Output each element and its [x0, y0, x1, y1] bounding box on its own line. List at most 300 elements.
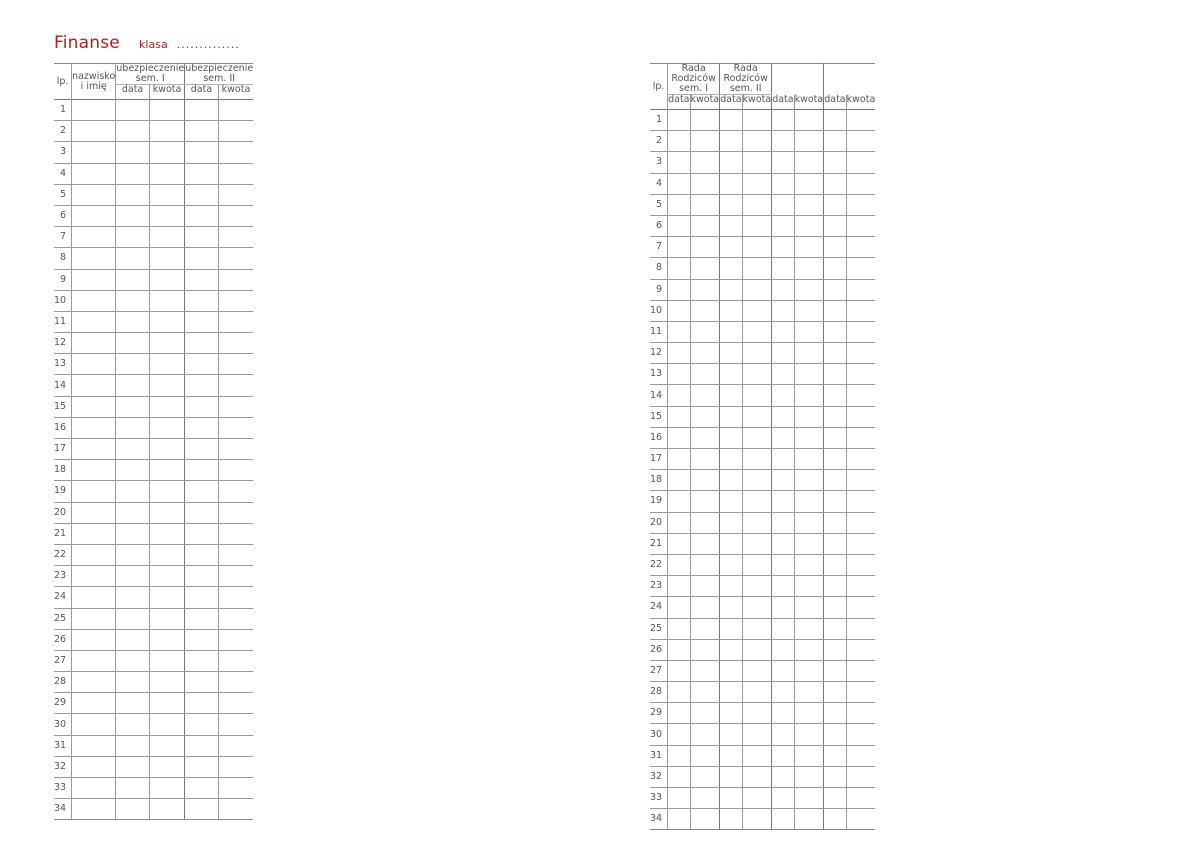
insurance-sem2-date-cell[interactable] [185, 502, 219, 523]
council-sem1-amount-cell[interactable] [690, 809, 720, 830]
council-sem1-date-cell[interactable] [668, 682, 690, 703]
council-sem1-date-cell[interactable] [668, 745, 690, 766]
council-sem2-date-cell[interactable] [720, 682, 742, 703]
insurance-sem2-date-cell[interactable] [185, 629, 219, 650]
group3-date-cell[interactable] [772, 660, 794, 681]
council-sem1-date-cell[interactable] [668, 512, 690, 533]
council-sem2-amount-cell[interactable] [742, 491, 772, 512]
council-sem2-amount-cell[interactable] [742, 173, 772, 194]
insurance-sem2-date-cell[interactable] [185, 227, 219, 248]
group3-date-cell[interactable] [772, 576, 794, 597]
klasa-fill-line[interactable]: .............. [176, 38, 240, 51]
council-sem1-amount-cell[interactable] [690, 258, 720, 279]
council-sem2-amount-cell[interactable] [742, 321, 772, 342]
council-sem2-amount-cell[interactable] [742, 682, 772, 703]
insurance-sem1-date-cell[interactable] [116, 672, 150, 693]
council-sem2-amount-cell[interactable] [742, 449, 772, 470]
group4-date-cell[interactable] [824, 258, 846, 279]
insurance-sem2-amount-cell[interactable] [218, 227, 253, 248]
council-sem1-amount-cell[interactable] [690, 194, 720, 215]
insurance-sem1-amount-cell[interactable] [149, 650, 184, 671]
council-sem1-amount-cell[interactable] [690, 766, 720, 787]
group3-date-cell[interactable] [772, 152, 794, 173]
group4-date-cell[interactable] [824, 491, 846, 512]
name-cell[interactable] [72, 121, 116, 142]
council-sem1-amount-cell[interactable] [690, 427, 720, 448]
council-sem2-date-cell[interactable] [720, 152, 742, 173]
group3-date-cell[interactable] [772, 258, 794, 279]
insurance-sem2-amount-cell[interactable] [218, 587, 253, 608]
insurance-sem2-date-cell[interactable] [185, 205, 219, 226]
group4-date-cell[interactable] [824, 173, 846, 194]
group3-date-cell[interactable] [772, 491, 794, 512]
insurance-sem2-date-cell[interactable] [185, 248, 219, 269]
group4-amount-cell[interactable] [846, 406, 875, 427]
insurance-sem1-amount-cell[interactable] [149, 290, 184, 311]
group3-amount-cell[interactable] [794, 766, 824, 787]
insurance-sem1-date-cell[interactable] [116, 460, 150, 481]
name-cell[interactable] [72, 672, 116, 693]
name-cell[interactable] [72, 396, 116, 417]
insurance-sem1-amount-cell[interactable] [149, 460, 184, 481]
insurance-sem2-amount-cell[interactable] [218, 311, 253, 332]
group3-date-cell[interactable] [772, 554, 794, 575]
council-sem2-amount-cell[interactable] [742, 343, 772, 364]
council-sem2-amount-cell[interactable] [742, 194, 772, 215]
council-sem2-amount-cell[interactable] [742, 470, 772, 491]
insurance-sem1-date-cell[interactable] [116, 184, 150, 205]
council-sem2-amount-cell[interactable] [742, 215, 772, 236]
group3-date-cell[interactable] [772, 470, 794, 491]
council-sem2-date-cell[interactable] [720, 491, 742, 512]
insurance-sem2-date-cell[interactable] [185, 778, 219, 799]
group4-date-cell[interactable] [824, 809, 846, 830]
council-sem1-date-cell[interactable] [668, 576, 690, 597]
insurance-sem2-amount-cell[interactable] [218, 735, 253, 756]
insurance-sem2-amount-cell[interactable] [218, 481, 253, 502]
council-sem2-date-cell[interactable] [720, 470, 742, 491]
name-cell[interactable] [72, 523, 116, 544]
council-sem2-date-cell[interactable] [720, 300, 742, 321]
insurance-sem2-amount-cell[interactable] [218, 714, 253, 735]
council-sem1-date-cell[interactable] [668, 788, 690, 809]
group3-date-cell[interactable] [772, 724, 794, 745]
council-sem2-date-cell[interactable] [720, 215, 742, 236]
council-sem2-amount-cell[interactable] [742, 279, 772, 300]
council-sem1-amount-cell[interactable] [690, 215, 720, 236]
group4-amount-cell[interactable] [846, 576, 875, 597]
group4-date-cell[interactable] [824, 300, 846, 321]
council-sem2-amount-cell[interactable] [742, 809, 772, 830]
insurance-sem2-amount-cell[interactable] [218, 799, 253, 820]
group3-amount-cell[interactable] [794, 321, 824, 342]
insurance-sem1-date-cell[interactable] [116, 629, 150, 650]
insurance-sem1-date-cell[interactable] [116, 269, 150, 290]
name-cell[interactable] [72, 714, 116, 735]
insurance-sem2-amount-cell[interactable] [218, 248, 253, 269]
council-sem2-date-cell[interactable] [720, 703, 742, 724]
insurance-sem2-amount-cell[interactable] [218, 439, 253, 460]
group3-date-cell[interactable] [772, 131, 794, 152]
group3-date-cell[interactable] [772, 215, 794, 236]
group3-amount-cell[interactable] [794, 639, 824, 660]
insurance-sem2-amount-cell[interactable] [218, 544, 253, 565]
group3-date-cell[interactable] [772, 427, 794, 448]
group3-date-cell[interactable] [772, 364, 794, 385]
group4-date-cell[interactable] [824, 660, 846, 681]
council-sem1-date-cell[interactable] [668, 364, 690, 385]
council-sem1-date-cell[interactable] [668, 703, 690, 724]
name-cell[interactable] [72, 735, 116, 756]
insurance-sem1-amount-cell[interactable] [149, 735, 184, 756]
group4-amount-cell[interactable] [846, 385, 875, 406]
council-sem2-date-cell[interactable] [720, 110, 742, 131]
group3-amount-cell[interactable] [794, 152, 824, 173]
name-cell[interactable] [72, 544, 116, 565]
insurance-sem2-date-cell[interactable] [185, 693, 219, 714]
council-sem2-date-cell[interactable] [720, 809, 742, 830]
insurance-sem1-date-cell[interactable] [116, 778, 150, 799]
council-sem2-date-cell[interactable] [720, 237, 742, 258]
group4-date-cell[interactable] [824, 512, 846, 533]
group3-amount-cell[interactable] [794, 237, 824, 258]
group4-date-cell[interactable] [824, 385, 846, 406]
council-sem2-date-cell[interactable] [720, 427, 742, 448]
insurance-sem2-date-cell[interactable] [185, 650, 219, 671]
council-sem1-amount-cell[interactable] [690, 385, 720, 406]
council-sem2-date-cell[interactable] [720, 660, 742, 681]
council-sem1-date-cell[interactable] [668, 321, 690, 342]
group4-amount-cell[interactable] [846, 597, 875, 618]
council-sem1-amount-cell[interactable] [690, 660, 720, 681]
group4-amount-cell[interactable] [846, 237, 875, 258]
insurance-sem1-amount-cell[interactable] [149, 672, 184, 693]
council-sem2-date-cell[interactable] [720, 576, 742, 597]
insurance-sem1-date-cell[interactable] [116, 205, 150, 226]
insurance-sem2-date-cell[interactable] [185, 184, 219, 205]
council-sem2-amount-cell[interactable] [742, 131, 772, 152]
insurance-sem1-date-cell[interactable] [116, 608, 150, 629]
group3-amount-cell[interactable] [794, 788, 824, 809]
group4-amount-cell[interactable] [846, 766, 875, 787]
council-sem1-date-cell[interactable] [668, 385, 690, 406]
council-sem1-date-cell[interactable] [668, 554, 690, 575]
insurance-sem1-date-cell[interactable] [116, 121, 150, 142]
council-sem2-amount-cell[interactable] [742, 576, 772, 597]
council-sem1-amount-cell[interactable] [690, 110, 720, 131]
council-sem2-date-cell[interactable] [720, 618, 742, 639]
insurance-sem2-date-cell[interactable] [185, 481, 219, 502]
council-sem1-amount-cell[interactable] [690, 364, 720, 385]
insurance-sem1-date-cell[interactable] [116, 227, 150, 248]
group3-amount-cell[interactable] [794, 300, 824, 321]
council-sem1-amount-cell[interactable] [690, 639, 720, 660]
council-sem1-amount-cell[interactable] [690, 237, 720, 258]
council-sem1-amount-cell[interactable] [690, 788, 720, 809]
group3-amount-cell[interactable] [794, 258, 824, 279]
council-sem1-amount-cell[interactable] [690, 618, 720, 639]
insurance-sem2-amount-cell[interactable] [218, 333, 253, 354]
insurance-sem2-date-cell[interactable] [185, 608, 219, 629]
council-sem1-date-cell[interactable] [668, 533, 690, 554]
council-sem1-date-cell[interactable] [668, 110, 690, 131]
name-cell[interactable] [72, 100, 116, 121]
insurance-sem2-date-cell[interactable] [185, 714, 219, 735]
group3-date-cell[interactable] [772, 385, 794, 406]
insurance-sem1-amount-cell[interactable] [149, 714, 184, 735]
insurance-sem2-amount-cell[interactable] [218, 184, 253, 205]
group4-date-cell[interactable] [824, 215, 846, 236]
insurance-sem1-date-cell[interactable] [116, 354, 150, 375]
council-sem1-amount-cell[interactable] [690, 554, 720, 575]
council-sem2-date-cell[interactable] [720, 788, 742, 809]
insurance-sem1-date-cell[interactable] [116, 417, 150, 438]
group3-date-cell[interactable] [772, 682, 794, 703]
name-cell[interactable] [72, 311, 116, 332]
group3-date-cell[interactable] [772, 639, 794, 660]
council-sem2-amount-cell[interactable] [742, 724, 772, 745]
council-sem1-date-cell[interactable] [668, 449, 690, 470]
group3-amount-cell[interactable] [794, 194, 824, 215]
insurance-sem2-amount-cell[interactable] [218, 163, 253, 184]
name-cell[interactable] [72, 756, 116, 777]
group4-date-cell[interactable] [824, 554, 846, 575]
group4-amount-cell[interactable] [846, 724, 875, 745]
insurance-sem1-amount-cell[interactable] [149, 417, 184, 438]
council-sem2-date-cell[interactable] [720, 385, 742, 406]
group3-date-cell[interactable] [772, 533, 794, 554]
name-cell[interactable] [72, 799, 116, 820]
council-sem1-date-cell[interactable] [668, 597, 690, 618]
insurance-sem1-amount-cell[interactable] [149, 184, 184, 205]
name-cell[interactable] [72, 566, 116, 587]
group3-date-cell[interactable] [772, 745, 794, 766]
insurance-sem2-date-cell[interactable] [185, 756, 219, 777]
group4-date-cell[interactable] [824, 470, 846, 491]
council-sem2-amount-cell[interactable] [742, 152, 772, 173]
insurance-sem1-date-cell[interactable] [116, 502, 150, 523]
insurance-sem1-date-cell[interactable] [116, 163, 150, 184]
insurance-sem1-amount-cell[interactable] [149, 100, 184, 121]
council-sem2-date-cell[interactable] [720, 343, 742, 364]
council-sem1-date-cell[interactable] [668, 194, 690, 215]
insurance-sem2-date-cell[interactable] [185, 311, 219, 332]
insurance-sem1-amount-cell[interactable] [149, 608, 184, 629]
group4-amount-cell[interactable] [846, 533, 875, 554]
insurance-sem1-amount-cell[interactable] [149, 121, 184, 142]
group4-date-cell[interactable] [824, 597, 846, 618]
council-sem2-amount-cell[interactable] [742, 788, 772, 809]
insurance-sem1-amount-cell[interactable] [149, 311, 184, 332]
insurance-sem2-date-cell[interactable] [185, 417, 219, 438]
insurance-sem1-date-cell[interactable] [116, 439, 150, 460]
group4-amount-cell[interactable] [846, 300, 875, 321]
council-sem1-date-cell[interactable] [668, 258, 690, 279]
insurance-sem1-date-cell[interactable] [116, 714, 150, 735]
insurance-sem1-amount-cell[interactable] [149, 778, 184, 799]
group3-amount-cell[interactable] [794, 173, 824, 194]
name-cell[interactable] [72, 460, 116, 481]
insurance-sem2-amount-cell[interactable] [218, 756, 253, 777]
group3-date-cell[interactable] [772, 618, 794, 639]
insurance-sem2-date-cell[interactable] [185, 460, 219, 481]
council-sem1-date-cell[interactable] [668, 809, 690, 830]
group4-date-cell[interactable] [824, 110, 846, 131]
group4-date-cell[interactable] [824, 237, 846, 258]
insurance-sem1-amount-cell[interactable] [149, 205, 184, 226]
group4-amount-cell[interactable] [846, 152, 875, 173]
insurance-sem2-amount-cell[interactable] [218, 354, 253, 375]
insurance-sem2-date-cell[interactable] [185, 121, 219, 142]
insurance-sem1-date-cell[interactable] [116, 481, 150, 502]
council-sem1-date-cell[interactable] [668, 427, 690, 448]
insurance-sem2-amount-cell[interactable] [218, 142, 253, 163]
council-sem2-date-cell[interactable] [720, 639, 742, 660]
group3-amount-cell[interactable] [794, 533, 824, 554]
group3-amount-cell[interactable] [794, 745, 824, 766]
insurance-sem1-date-cell[interactable] [116, 311, 150, 332]
name-cell[interactable] [72, 269, 116, 290]
council-sem1-date-cell[interactable] [668, 618, 690, 639]
group4-amount-cell[interactable] [846, 618, 875, 639]
insurance-sem1-amount-cell[interactable] [149, 544, 184, 565]
council-sem2-amount-cell[interactable] [742, 406, 772, 427]
insurance-sem2-amount-cell[interactable] [218, 417, 253, 438]
group3-amount-cell[interactable] [794, 131, 824, 152]
group4-amount-cell[interactable] [846, 279, 875, 300]
insurance-sem2-date-cell[interactable] [185, 375, 219, 396]
group4-date-cell[interactable] [824, 745, 846, 766]
group4-date-cell[interactable] [824, 343, 846, 364]
group4-amount-cell[interactable] [846, 427, 875, 448]
group3-date-cell[interactable] [772, 597, 794, 618]
insurance-sem1-amount-cell[interactable] [149, 629, 184, 650]
group3-amount-cell[interactable] [794, 554, 824, 575]
insurance-sem1-date-cell[interactable] [116, 799, 150, 820]
group4-amount-cell[interactable] [846, 491, 875, 512]
insurance-sem2-amount-cell[interactable] [218, 693, 253, 714]
group4-amount-cell[interactable] [846, 215, 875, 236]
group4-date-cell[interactable] [824, 131, 846, 152]
insurance-sem2-date-cell[interactable] [185, 396, 219, 417]
group4-amount-cell[interactable] [846, 343, 875, 364]
insurance-sem2-amount-cell[interactable] [218, 650, 253, 671]
group4-date-cell[interactable] [824, 321, 846, 342]
group4-amount-cell[interactable] [846, 131, 875, 152]
group3-date-cell[interactable] [772, 788, 794, 809]
council-sem1-amount-cell[interactable] [690, 470, 720, 491]
council-sem2-amount-cell[interactable] [742, 745, 772, 766]
insurance-sem1-amount-cell[interactable] [149, 333, 184, 354]
name-cell[interactable] [72, 333, 116, 354]
council-sem1-amount-cell[interactable] [690, 682, 720, 703]
council-sem2-amount-cell[interactable] [742, 703, 772, 724]
insurance-sem1-amount-cell[interactable] [149, 248, 184, 269]
insurance-sem1-date-cell[interactable] [116, 375, 150, 396]
council-sem1-amount-cell[interactable] [690, 745, 720, 766]
name-cell[interactable] [72, 375, 116, 396]
council-sem1-amount-cell[interactable] [690, 491, 720, 512]
insurance-sem1-amount-cell[interactable] [149, 227, 184, 248]
insurance-sem2-date-cell[interactable] [185, 290, 219, 311]
group3-amount-cell[interactable] [794, 427, 824, 448]
group3-amount-cell[interactable] [794, 576, 824, 597]
group4-date-cell[interactable] [824, 279, 846, 300]
insurance-sem1-date-cell[interactable] [116, 693, 150, 714]
insurance-sem2-amount-cell[interactable] [218, 121, 253, 142]
group3-date-cell[interactable] [772, 449, 794, 470]
council-sem1-amount-cell[interactable] [690, 321, 720, 342]
group4-amount-cell[interactable] [846, 809, 875, 830]
insurance-sem1-amount-cell[interactable] [149, 756, 184, 777]
council-sem2-amount-cell[interactable] [742, 660, 772, 681]
group3-date-cell[interactable] [772, 321, 794, 342]
insurance-sem2-amount-cell[interactable] [218, 269, 253, 290]
council-sem2-date-cell[interactable] [720, 449, 742, 470]
insurance-sem2-amount-cell[interactable] [218, 290, 253, 311]
council-sem1-date-cell[interactable] [668, 279, 690, 300]
council-sem2-date-cell[interactable] [720, 258, 742, 279]
name-cell[interactable] [72, 248, 116, 269]
insurance-sem1-date-cell[interactable] [116, 544, 150, 565]
council-sem1-amount-cell[interactable] [690, 703, 720, 724]
group3-amount-cell[interactable] [794, 809, 824, 830]
header-blank-group-3[interactable] [772, 64, 824, 95]
council-sem2-date-cell[interactable] [720, 321, 742, 342]
council-sem1-date-cell[interactable] [668, 470, 690, 491]
group4-amount-cell[interactable] [846, 110, 875, 131]
group4-date-cell[interactable] [824, 194, 846, 215]
council-sem2-date-cell[interactable] [720, 597, 742, 618]
council-sem1-amount-cell[interactable] [690, 449, 720, 470]
insurance-sem2-date-cell[interactable] [185, 587, 219, 608]
insurance-sem1-amount-cell[interactable] [149, 566, 184, 587]
insurance-sem2-amount-cell[interactable] [218, 205, 253, 226]
insurance-sem1-date-cell[interactable] [116, 756, 150, 777]
group3-amount-cell[interactable] [794, 215, 824, 236]
insurance-sem2-amount-cell[interactable] [218, 396, 253, 417]
group4-date-cell[interactable] [824, 618, 846, 639]
name-cell[interactable] [72, 354, 116, 375]
insurance-sem1-amount-cell[interactable] [149, 693, 184, 714]
council-sem2-amount-cell[interactable] [742, 110, 772, 131]
council-sem2-date-cell[interactable] [720, 279, 742, 300]
council-sem2-date-cell[interactable] [720, 512, 742, 533]
name-cell[interactable] [72, 778, 116, 799]
insurance-sem2-amount-cell[interactable] [218, 566, 253, 587]
group3-amount-cell[interactable] [794, 110, 824, 131]
name-cell[interactable] [72, 608, 116, 629]
group3-amount-cell[interactable] [794, 364, 824, 385]
group3-amount-cell[interactable] [794, 597, 824, 618]
insurance-sem2-date-cell[interactable] [185, 100, 219, 121]
insurance-sem2-date-cell[interactable] [185, 672, 219, 693]
council-sem1-amount-cell[interactable] [690, 343, 720, 364]
insurance-sem1-amount-cell[interactable] [149, 354, 184, 375]
group3-amount-cell[interactable] [794, 406, 824, 427]
council-sem1-amount-cell[interactable] [690, 300, 720, 321]
name-cell[interactable] [72, 184, 116, 205]
council-sem1-date-cell[interactable] [668, 237, 690, 258]
group3-date-cell[interactable] [772, 343, 794, 364]
insurance-sem2-amount-cell[interactable] [218, 629, 253, 650]
insurance-sem1-amount-cell[interactable] [149, 799, 184, 820]
group4-amount-cell[interactable] [846, 470, 875, 491]
council-sem2-amount-cell[interactable] [742, 618, 772, 639]
council-sem2-date-cell[interactable] [720, 194, 742, 215]
insurance-sem1-amount-cell[interactable] [149, 587, 184, 608]
council-sem2-date-cell[interactable] [720, 766, 742, 787]
